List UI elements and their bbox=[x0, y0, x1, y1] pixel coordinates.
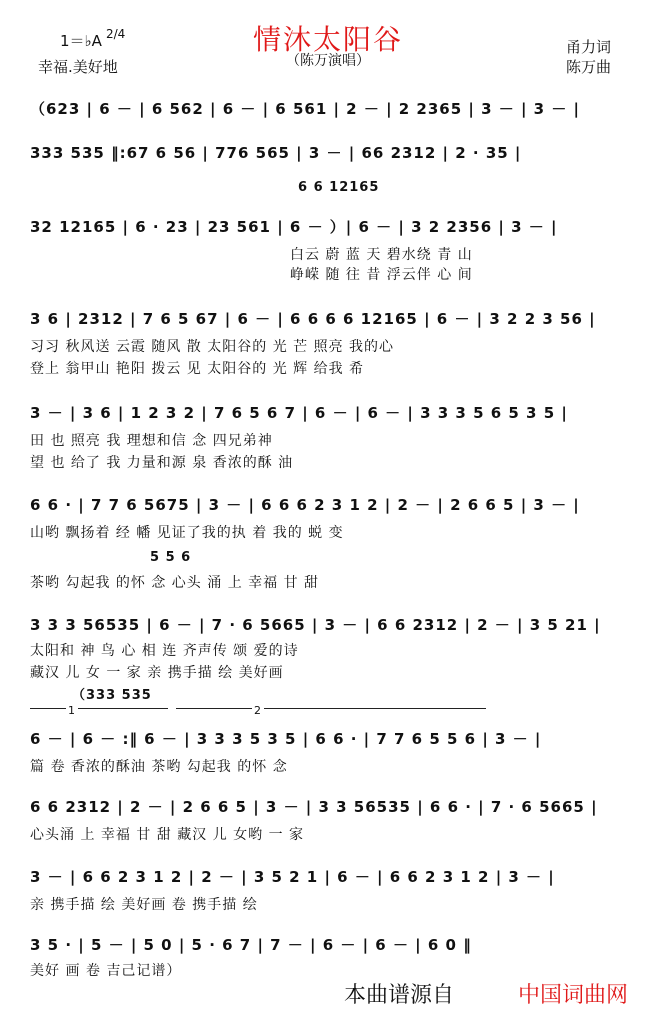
score-sub-notes: 6 6 12165 bbox=[298, 180, 380, 195]
score-row-10: 3 － | 6 6 2 3 1 2 | 2 － | 3 5 2 1 | 6 － | 6 6 2 3 1 2 | 3 － | bbox=[30, 868, 555, 886]
volta-bracket-1 bbox=[30, 708, 168, 709]
score-row-11: 3 5 · | 5 － | 5 0 | 5 · 6 7 | 7 － | 6 － | 6 － | 6 0 ‖ bbox=[30, 936, 472, 954]
score-row-5: 3 － | 3 6 | 1 2 3 2 | 7 6 5 6 7 | 6 － | 6 － | 3 3 3 5 6 5 3 5 | bbox=[30, 404, 568, 422]
score-row-2: 333 535 ‖:67 6 56 | 776 565 | 3 － | 66 2312 | 2 · 35 | bbox=[30, 144, 522, 162]
lyric-line: 心头涌 上 幸福 甘 甜 藏汉 儿 女哟 一 家 bbox=[30, 827, 305, 843]
lyric-line: 田 也 照亮 我 理想和信 念 四兄弟神 bbox=[30, 433, 273, 449]
score-row-4: 3 6 | 2312 | 7 6 5 67 | 6 － | 6 6 6 6 12165 | 6 － | 3 2 2 3 56 | bbox=[30, 310, 596, 328]
volta-1-label: 1 bbox=[68, 704, 76, 717]
lyric-line: 美好 画 卷 吉己记谱） bbox=[30, 963, 182, 979]
lyric-line: 太阳和 神 鸟 心 相 连 齐声传 颂 爱的诗 bbox=[30, 643, 299, 659]
page-title: 情沐太阳谷 bbox=[252, 23, 403, 56]
score-sub-notes: 5 5 6 bbox=[150, 550, 192, 565]
source-caption: 本曲谱源自 bbox=[344, 983, 455, 1008]
mood-marking: 幸福.美好地 bbox=[38, 58, 118, 76]
lyric-line: 藏汉 儿 女 一 家 亲 携手描 绘 美好画 bbox=[30, 665, 284, 681]
score-row-7: 3 3 3 56535 | 6 － | 7 · 6 5665 | 3 － | 6 6 2312 | 2 － | 3 5 21 | bbox=[30, 616, 601, 634]
lyric-line: 山哟 飘扬着 经 幡 见证了我的执 着 我的 蜕 变 bbox=[30, 525, 344, 541]
lyricist-credit: 甬力词 bbox=[566, 38, 612, 56]
lyric-line: 峥嵘 随 往 昔 浮云伴 心 间 bbox=[290, 267, 473, 283]
lyric-line: 望 也 给了 我 力量和源 泉 香浓的酥 油 bbox=[30, 455, 294, 471]
score-row-3: 32 12165 | 6 · 23 | 23 561 | 6 － ）| 6 － | 3 2 2356 | 3 － | bbox=[30, 218, 558, 236]
volta-bracket-2 bbox=[176, 708, 486, 709]
score-row-1: （623 | 6 － | 6 562 | 6 － | 6 561 | 2 － | 2 2365 | 3 － | 3 － | bbox=[30, 100, 581, 118]
lyric-line: 亲 携手描 绘 美好画 卷 携手描 绘 bbox=[30, 897, 258, 913]
site-watermark[interactable]: 中国词曲网 bbox=[518, 983, 629, 1008]
lyric-line: 白云 蔚 蓝 天 碧水绕 青 山 bbox=[290, 247, 473, 263]
key-signature: 1＝♭A bbox=[60, 32, 102, 50]
lyric-line: 茶哟 勾起我 的怀 念 心头 涌 上 幸福 甘 甜 bbox=[30, 575, 320, 591]
volta-2-label: 2 bbox=[254, 704, 262, 717]
singer-credit: （陈万演唱） bbox=[286, 53, 370, 69]
score-sub-notes: （333 535 bbox=[72, 688, 152, 703]
composer-credit: 陈万曲 bbox=[566, 58, 612, 76]
score-row-9: 6 6 2312 | 2 － | 2 6 6 5 | 3 － | 3 3 56535 | 6 6 · | 7 · 6 5665 | bbox=[30, 798, 598, 816]
lyric-line: 篇 卷 香浓的酥油 茶哟 勾起我 的怀 念 bbox=[30, 759, 288, 775]
time-signature: 2/4 bbox=[106, 27, 126, 41]
lyric-line: 登上 翁甲山 艳阳 拨云 见 太阳谷的 光 辉 给我 希 bbox=[30, 361, 365, 377]
score-row-6: 6 6 · | 7 7 6 5675 | 3 － | 6 6 6 2 3 1 2 | 2 － | 2 6 6 5 | 3 － | bbox=[30, 496, 580, 514]
lyric-line: 习习 秋风送 云霞 随风 散 太阳谷的 光 芒 照亮 我的心 bbox=[30, 339, 395, 355]
score-row-8: 6 － | 6 － :‖ 6 － | 3 3 3 5 3 5 | 6 6 · | 7 7 6 5 5 6 | 3 － | bbox=[30, 730, 542, 748]
